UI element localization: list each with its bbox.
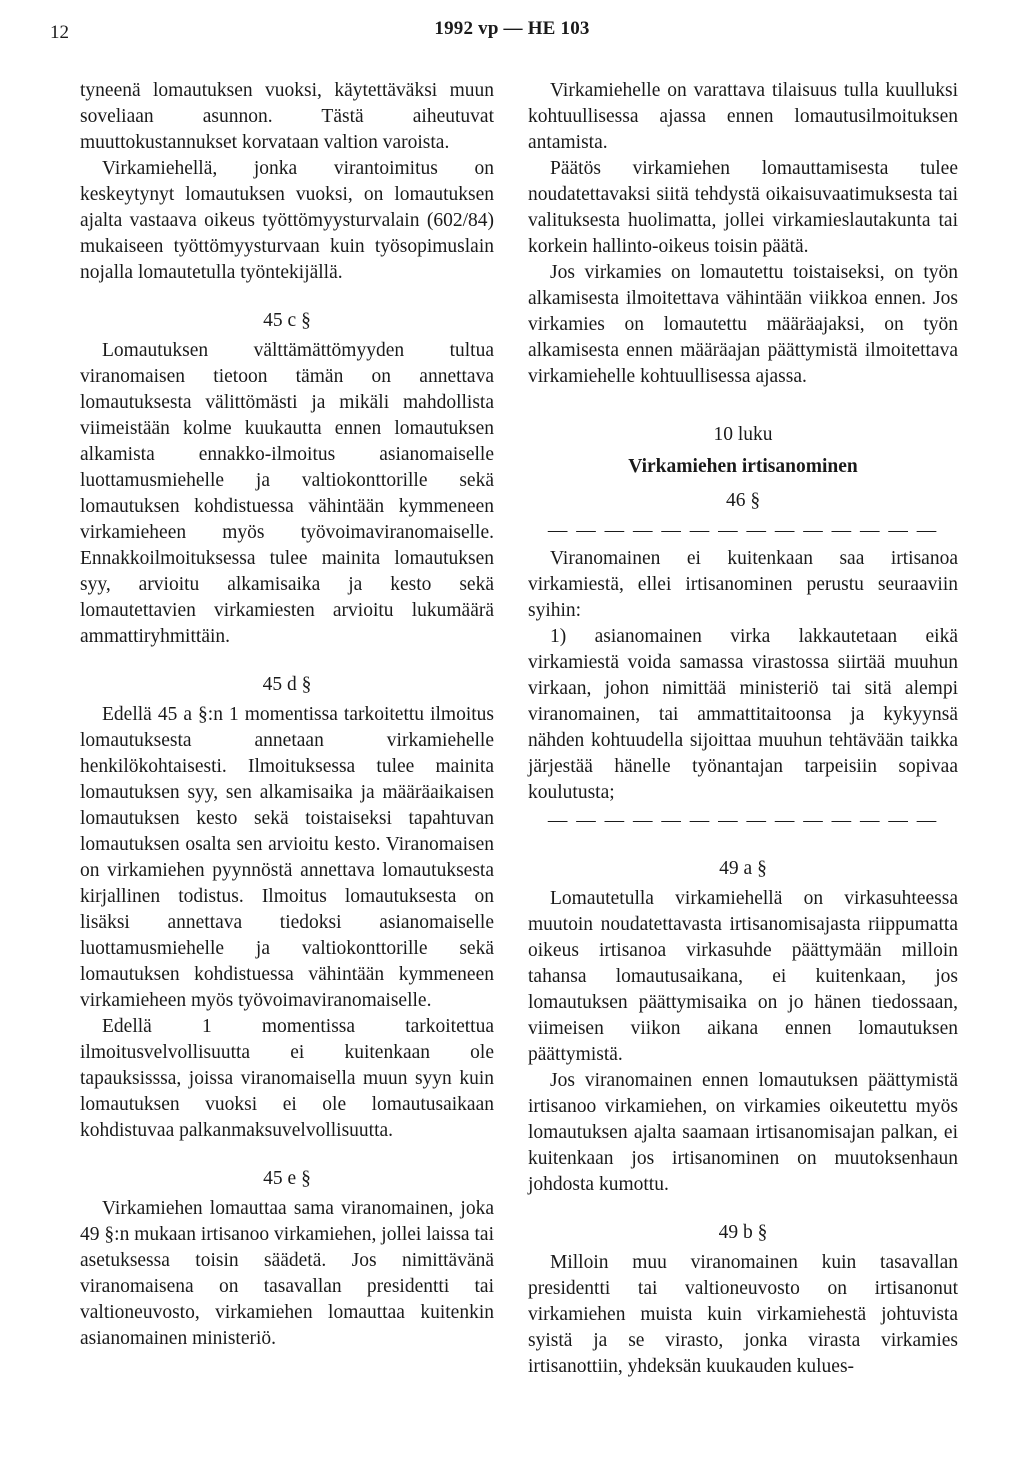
right-column: [528, 78, 958, 1380]
omission-dashes: — — — — — — — — — — — — — —: [547, 810, 939, 831]
section-heading-45d: 45 d §: [262, 674, 312, 695]
paragraph: Virkamiehellä, jonka virantoimitus on keskeytynyt lomautuksen vuoksi, on lomautuksen ajalta vastaava oikeus työttömyysturvalain (602/84) mukaiseen työttömyysturvaan kuin työsopimuslain nojalla lomautetulla työntekijällä.: [80, 158, 494, 283]
page-number: 12: [50, 22, 69, 43]
paragraph: Virkamiehen lomauttaa sama viranomainen, joka 49 §:n mukaan irtisanoo virkamiehen, jollei laissa tai asetuksessa toisin säädetä. Jos nimittävänä viranomaisena on tasavallan presidentti tai valtioneuvosto, virkamiehen lomauttaa kuitenkin asianomainen ministeriö.: [80, 1198, 494, 1349]
running-head: 1992 vp — HE 103: [434, 18, 590, 39]
paragraph: Päätös virkamiehen lomauttamisesta tulee noudatettavaksi siitä tehdystä oikaisuvaatimuksesta tai valituksesta huolimatta, jollei virkamieslautakunta tai korkein hallinto-oikeus toisin päätä.: [528, 158, 958, 257]
chapter-heading: 10 luku: [713, 424, 773, 445]
section-heading-45c: 45 c §: [263, 310, 311, 331]
section-heading-49b: 49 b §: [718, 1222, 768, 1243]
paragraph: Milloin muu viranomainen kuin tasavallan presidentti tai valtioneuvosto on irtisanonut virkamiehen muista kuin virkamiehestä johtuvista syistä ja se virasto, jonka virasta virkamies irtisanottiin, yhdeksän kuukauden kulues-: [528, 1252, 958, 1377]
paragraph: Viranomainen ei kuitenkaan saa irtisanoa virkamiestä, ellei irtisanominen perustu seuraaviin syihin:: [528, 548, 958, 621]
paragraph: Lomautuksen välttämättömyyden tultua viranomaisen tietoon tämän on annettava lomautuksesta välittömästi ja mikäli mahdollista viimeistään kolme kuukautta ennen lomautuksen alkamista ennakko-ilmoitus asianomaiselle luottamusmiehelle ja valtiokonttorille sekä lomautuksen kohdistuessa vähintään kymmeneen virkamieheen myös työvoimaviranomaiselle. Ennakkoilmoituksessa tulee mainita lomautuksen syy, arvioitu alkamisaika ja kesto sekä lomautettavien virkamiesten arvioitu lukumäärä ammattiryhmittäin.: [80, 340, 494, 647]
paragraph: Virkamiehelle on varattava tilaisuus tulla kuulluksi kohtuullisessa ajassa ennen lomautusilmoituksen antamista.: [528, 80, 958, 153]
section-heading-46: 46 §: [725, 490, 761, 511]
paragraph: Edellä 45 a §:n 1 momentissa tarkoitettu ilmoitus lomautuksesta annetaan virkamiehelle henkilökohtaisesti. Ilmoituksessa tulee mainita lomautuksen syy, sen alkamisaika ja määräaikaisen lomautuksen kesto sekä toistaiseksi tapahtuvan lomautuksen osalta sen arvioitu kesto. Viranomaisen on virkamiehen pyynnöstä annettava lomautuksesta kirjallinen todistus. Ilmoitus lomautuksesta on lisäksi annettava tiedoksi asianomaiselle luottamusmiehelle ja valtiokonttorille sekä lomautuksen kohdistuessa vähintään kymmeneen virkamieheen myös työvoimaviranomaiselle.: [80, 704, 494, 1011]
paragraph: Lomautetulla virkamiehellä on virkasuhteessa muutoin noudatettavasta irtisanomisajasta riippumatta oikeus irtisanoa virkasuhde päättymään milloin tahansa lomautusaikana, ei kuitenkaan, jos lomautuksen päättymisaika on jo hänen tiedossaan, viimeisen viikon aikana ennen lomautuksen päättymistä.: [528, 888, 958, 1065]
paragraph: tyneenä lomautuksen vuoksi, käytettäväksi muun soveliaan asunnon. Tästä aiheutuvat muuttokustannukset korvataan valtion varoista.: [80, 80, 494, 153]
paragraph: Edellä 1 momentissa tarkoitettua ilmoitusvelvollisuutta ei kuitenkaan ole tapauksisssa, joissa viranomaisella muun syyn kuin lomautuksen vuoksi ei ole lomautusaikaan kohdistuvaa palkanmaksuvelvollisuutta.: [80, 1016, 494, 1141]
paragraph: Jos virkamies on lomautettu toistaiseksi, on työn alkamisesta ilmoitettava vähintään viikkoa ennen. Jos virkamies on lomautettu määräajaksi, on työn alkamisesta ennen määräajan päättymistä ilmoitettava virkamiehelle kohtuullisessa ajassa.: [528, 262, 958, 387]
left-column: [80, 78, 494, 1352]
section-heading-45e: 45 e §: [263, 1168, 311, 1189]
paragraph: 1) asianomainen virka lakkautetaan eikä virkamiestä voida samassa virastossa siirtää muuhun virkaan, johon nimittää ministeriö tai sitä alempi viranomainen, tai ammattitaitoonsa ja kykyynsä nähden kohtuudella sijoittaa muuhun tehtävään taikka järjestää hänelle työnantajan tarpeisiin sopivaa koulutusta;: [528, 626, 958, 803]
section-heading-49a: 49 a §: [719, 858, 767, 879]
paragraph: Jos viranomainen ennen lomautuksen päättymistä irtisanoo virkamiehen, on virkamies oikeutettu myös lomautuksen ajalta saamaan irtisanomisajan palkan, ei kuitenkaan jos irtisanominen on muutoksenhaun johdosta kumottu.: [528, 1070, 958, 1195]
chapter-title: Virkamiehen irtisanominen: [628, 456, 858, 477]
omission-dashes: — — — — — — — — — — — — — —: [547, 520, 939, 541]
